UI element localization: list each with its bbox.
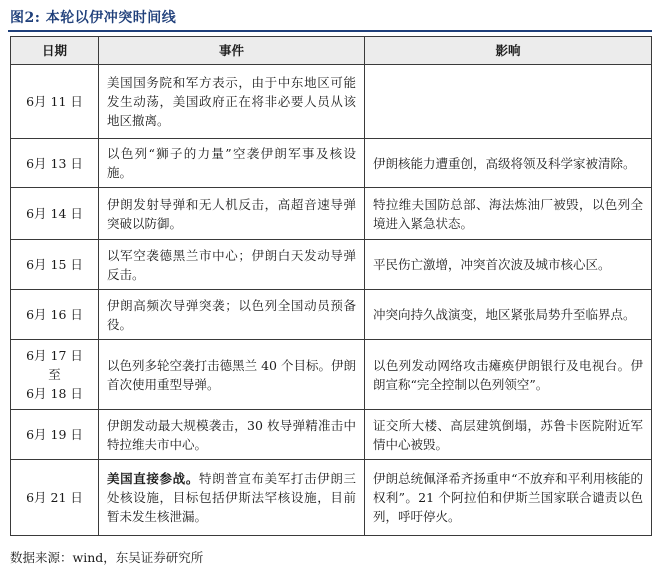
timeline-table	[10, 36, 652, 536]
row-event-text: 伊朗发动最大规模袭击，30 枚导弹精准击中特拉维夫市中心。	[107, 417, 356, 452]
table-row	[11, 188, 652, 240]
table-row	[11, 410, 652, 460]
row-impact: 冲突向持久战演变，地区紧张局势升至临界点。	[365, 290, 652, 340]
row-date: 6月 19 日	[11, 410, 99, 460]
header-date: 日期	[11, 37, 99, 65]
row-impact: 伊朗核能力遭重创，高级将领及科学家被清除。	[365, 139, 652, 188]
row-event	[99, 460, 365, 536]
table-row	[11, 65, 652, 139]
header-impact: 影响	[365, 37, 652, 65]
row-impact: 证交所大楼、高层建筑倒塌，苏鲁卡医院附近军情中心被毁。	[365, 410, 652, 460]
figure-title: 图2: 本轮以伊冲突时间线	[10, 10, 177, 26]
row-date: 6月 21 日	[11, 460, 99, 536]
row-event-text: 以军空袭德黑兰市中心；伊朗白天发动导弹反击。	[107, 247, 356, 282]
table-row	[11, 340, 652, 410]
row-date: 6月 16 日	[11, 290, 99, 340]
row-event-text: 以色列多轮空袭打击德黑兰 40 个目标。伊朗首次使用重型导弹。	[107, 357, 356, 392]
row-event-text: 美国国务院和军方表示，由于中东地区可能发生动荡，美国政府正在将非必要人员从该地区撤离。	[107, 75, 356, 128]
table-row	[11, 290, 652, 340]
row-event-text: 特朗普宣布美军打击伊朗三处核设施，目标包括伊斯法罕核设施，目前暂未发生核泄漏。	[107, 471, 356, 524]
row-event-text: 伊朗发射导弹和无人机反击，高超音速导弹突破以防御。	[107, 196, 356, 231]
data-source-note: 数据来源：wind，东吴证券研究所	[10, 550, 204, 565]
row-date: 6月 11 日	[11, 65, 99, 139]
row-event-emphasis: 美国直接参战。	[107, 471, 199, 486]
row-event	[99, 340, 365, 410]
row-impact: 特拉维夫国防总部、海法炼油厂被毁，以色列全境进入紧急状态。	[365, 188, 652, 240]
row-event	[99, 188, 365, 240]
title-divider	[8, 30, 652, 32]
row-date: 6月 14 日	[11, 188, 99, 240]
table-row	[11, 139, 652, 188]
table-row	[11, 240, 652, 290]
row-date: 6月 17 日 至 6月 18 日	[11, 340, 99, 410]
row-event	[99, 240, 365, 290]
row-impact	[365, 65, 652, 139]
header-event: 事件	[99, 37, 365, 65]
row-event-text: 以色列“狮子的力量”空袭伊朗军事及核设施。	[107, 146, 356, 180]
row-impact: 以色列发动网络攻击瘫痪伊朗银行及电视台。伊朗宣称“完全控制以色列领空”。	[365, 340, 652, 410]
row-event	[99, 290, 365, 340]
row-event	[99, 410, 365, 460]
row-event	[99, 139, 365, 188]
row-impact: 平民伤亡激增，冲突首次波及城市核心区。	[365, 240, 652, 290]
row-event	[99, 65, 365, 139]
row-date: 6月 15 日	[11, 240, 99, 290]
row-date: 6月 13 日	[11, 139, 99, 188]
row-impact: 伊朗总统佩泽希齐扬重申“不放弃和平利用核能的权利”。21 个阿拉伯和伊斯兰国家联合谴责以色列，呼吁停火。	[365, 460, 652, 536]
table-row	[11, 460, 652, 536]
row-event-text: 伊朗高频次导弹突袭；以色列全国动员预备役。	[107, 297, 356, 332]
table-header-row	[11, 37, 652, 65]
